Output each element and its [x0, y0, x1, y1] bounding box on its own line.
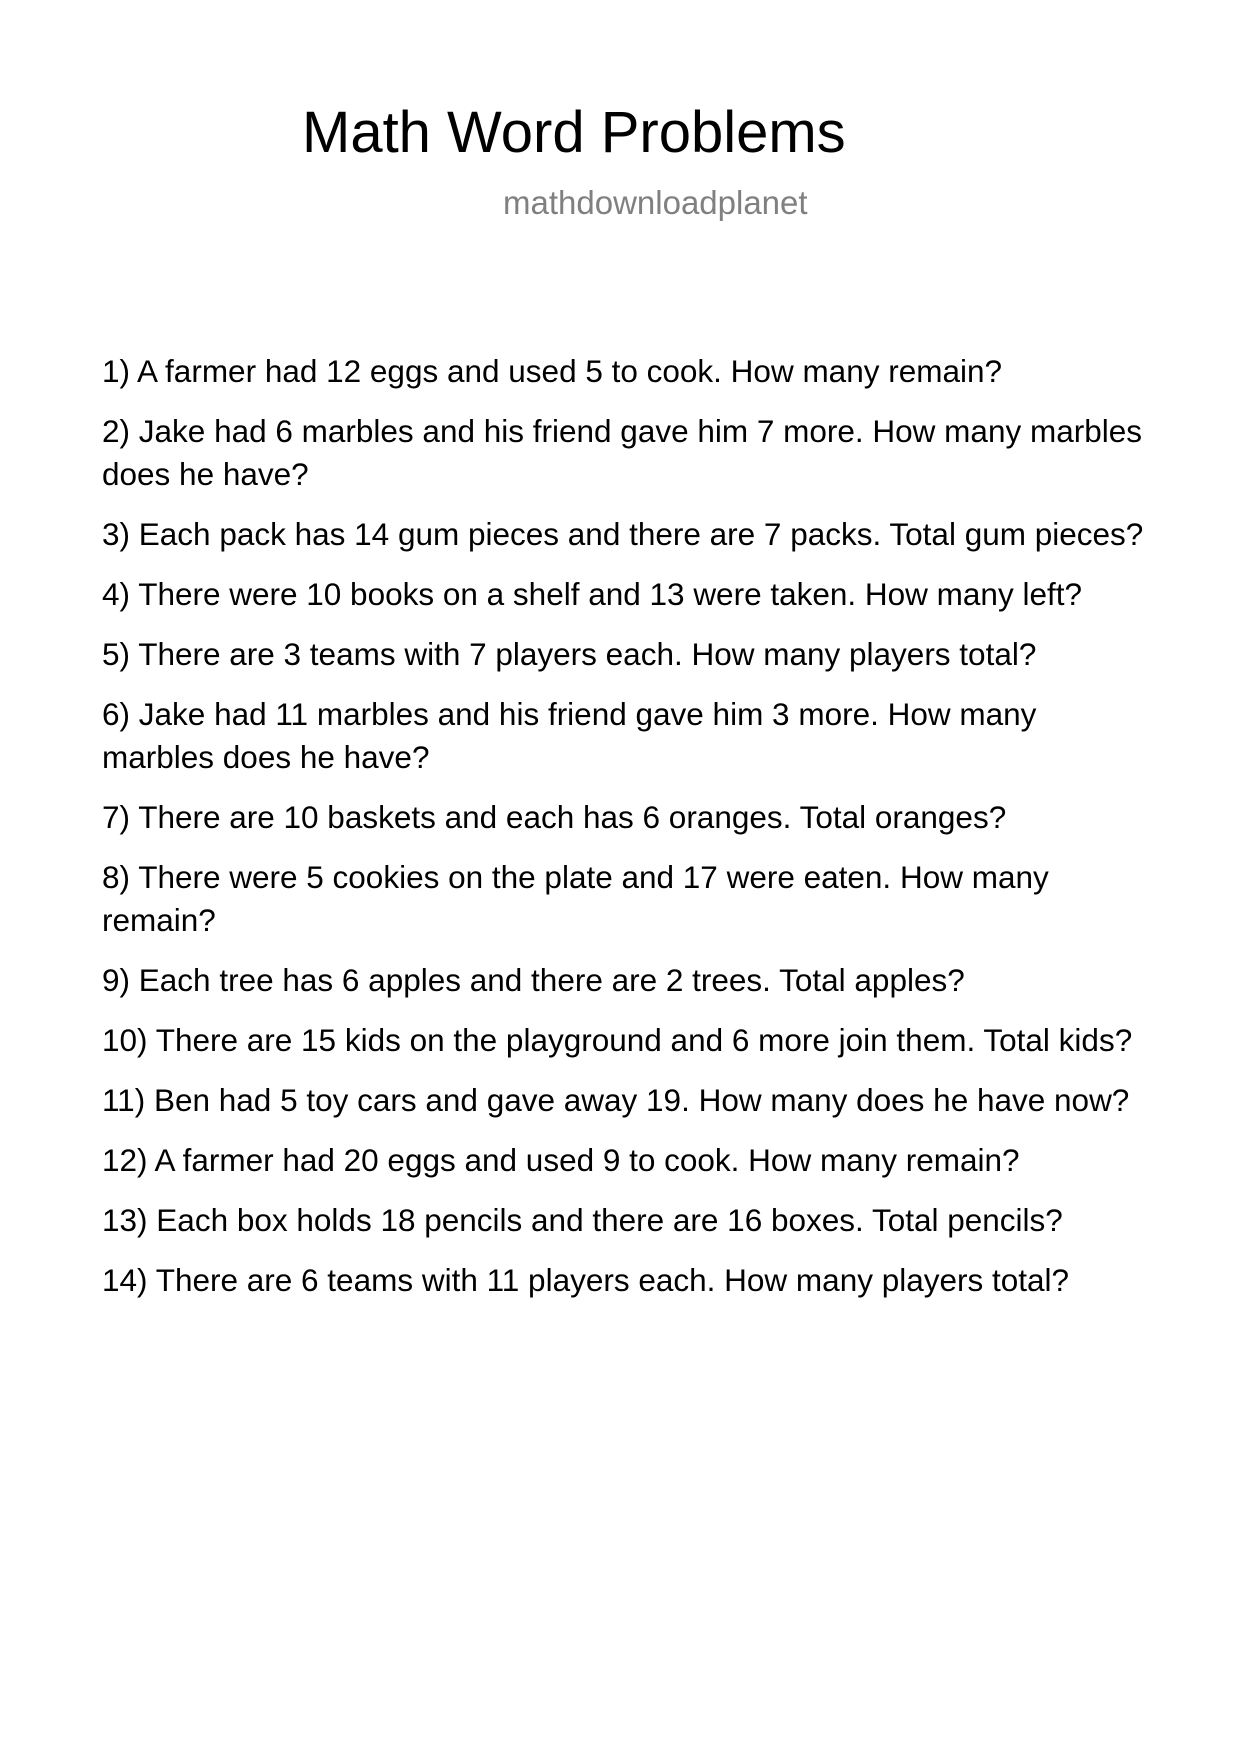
problem-number: 10) — [102, 1022, 148, 1058]
page-title: Math Word Problems — [302, 100, 846, 165]
problem-text: There are 6 teams with 11 players each. How many players total? — [155, 1262, 1070, 1298]
problem-text: Each box holds 18 pencils and there are 16 boxes. Total pencils? — [156, 1202, 1063, 1238]
problem-item — [102, 513, 1152, 556]
problem-item — [102, 1259, 1152, 1302]
problem-text: There are 3 teams with 7 players each. How many players total? — [138, 636, 1037, 672]
problem-text: A farmer had 12 eggs and used 5 to cook. How many remain? — [137, 353, 1003, 389]
problem-number: 12) — [102, 1142, 148, 1178]
problem-number: 2) — [102, 413, 131, 449]
problem-item — [102, 573, 1152, 616]
problem-number: 13) — [102, 1202, 148, 1238]
problem-number: 4) — [102, 576, 131, 612]
problem-text: A farmer had 20 eggs and used 9 to cook. How many remain? — [154, 1142, 1020, 1178]
problem-item — [102, 1199, 1152, 1242]
problem-item — [102, 796, 1152, 839]
problem-text: Jake had 11 marbles and his friend gave him 3 more. How many marbles does he have? — [102, 696, 1037, 775]
problem-number: 1) — [102, 353, 131, 389]
problem-number: 9) — [102, 962, 131, 998]
problem-number: 11) — [102, 1082, 146, 1118]
problem-number: 5) — [102, 636, 131, 672]
problem-item — [102, 1079, 1152, 1122]
problem-item — [102, 410, 1152, 496]
problem-number: 7) — [102, 799, 131, 835]
problem-text: There were 10 books on a shelf and 13 were taken. How many left? — [138, 576, 1082, 612]
problem-text: Each pack has 14 gum pieces and there are 7 packs. Total gum pieces? — [138, 516, 1144, 552]
problem-item — [102, 1019, 1152, 1062]
problem-number: 6) — [102, 696, 131, 732]
problem-item — [102, 1139, 1152, 1182]
problem-item — [102, 633, 1152, 676]
problem-text: Ben had 5 toy cars and gave away 19. How many does he have now? — [153, 1082, 1130, 1118]
problem-text: There are 15 kids on the playground and 6 more join them. Total kids? — [155, 1022, 1133, 1058]
problem-item — [102, 350, 1152, 393]
problem-text: There were 5 cookies on the plate and 17 were eaten. How many remain? — [102, 859, 1049, 938]
problem-text: Each tree has 6 apples and there are 2 trees. Total apples? — [138, 962, 965, 998]
problem-text: There are 10 baskets and each has 6 oranges. Total oranges? — [138, 799, 1007, 835]
problem-number: 8) — [102, 859, 131, 895]
problem-item — [102, 959, 1152, 1002]
problem-text: Jake had 6 marbles and his friend gave him 7 more. How many marbles does he have? — [102, 413, 1142, 492]
problem-number: 14) — [102, 1262, 148, 1298]
problem-item — [102, 693, 1152, 779]
problem-list — [102, 350, 1152, 1319]
problem-number: 3) — [102, 516, 131, 552]
problem-item — [102, 856, 1152, 942]
page-subtitle: mathdownloadplanet — [503, 184, 808, 221]
